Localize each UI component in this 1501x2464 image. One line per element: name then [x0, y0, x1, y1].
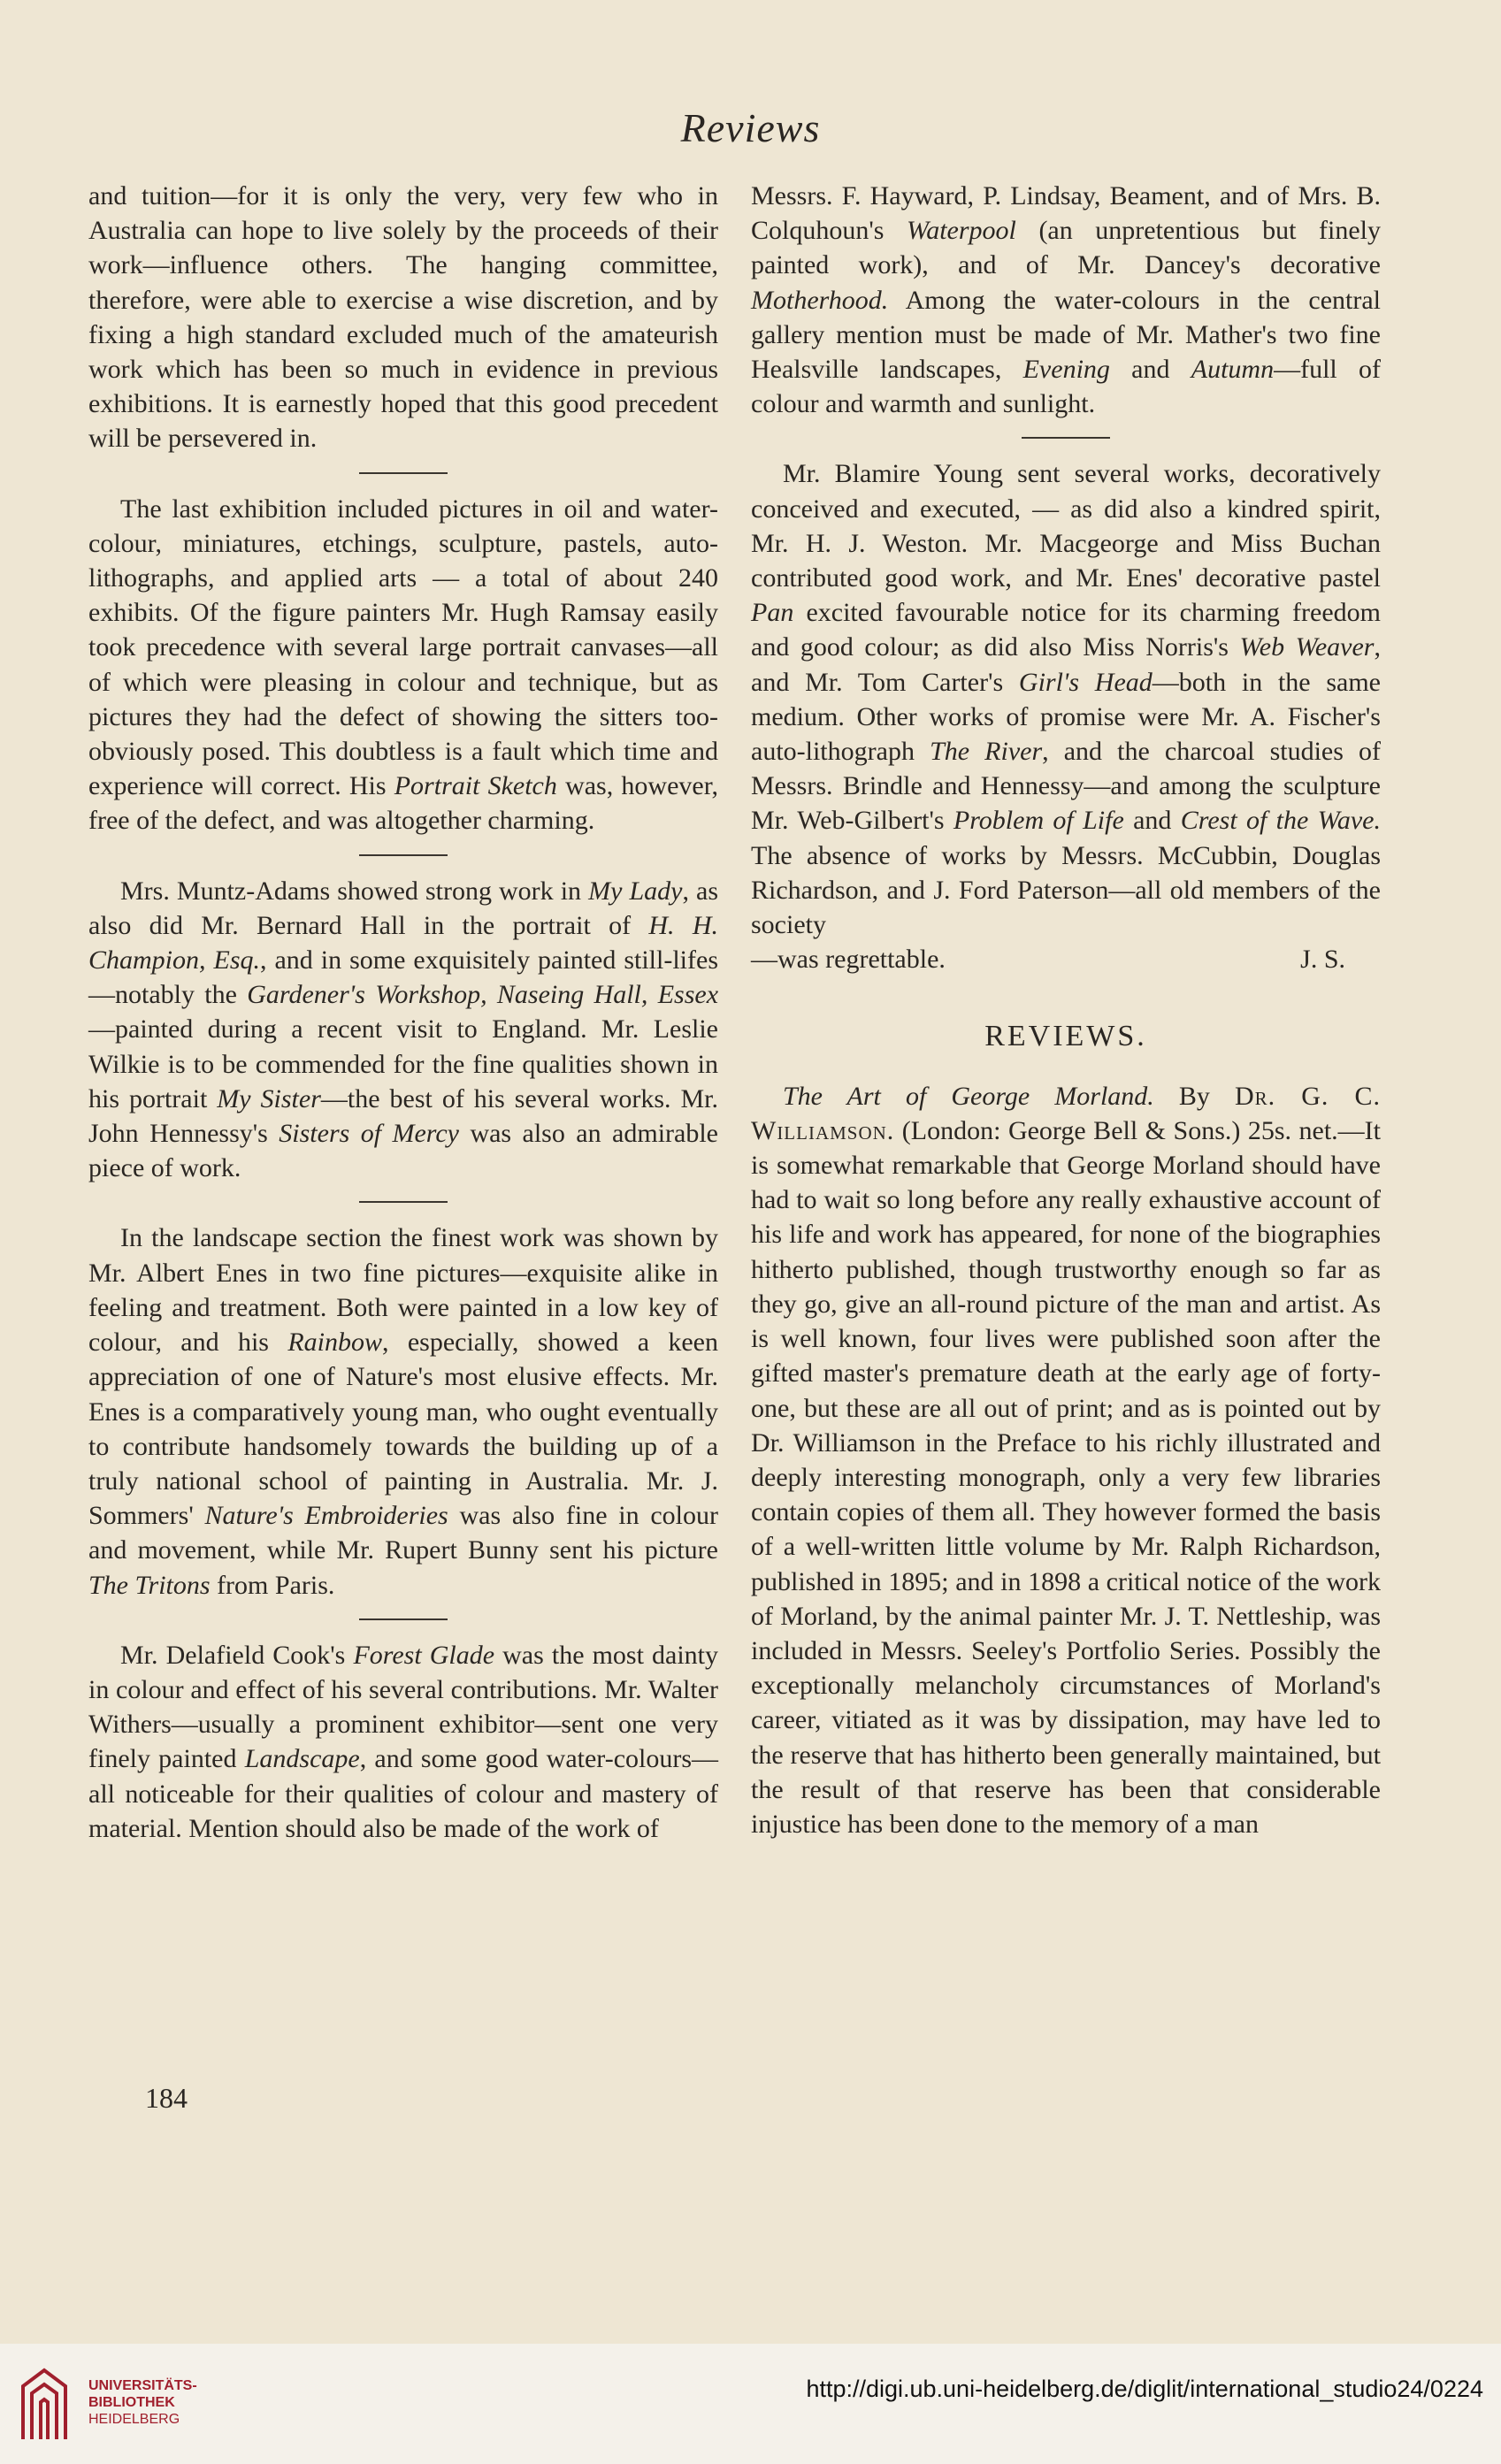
- paragraph: The last exhibition included pictures in oil and water-colour, miniatures, etchings, sculpture, pastels, auto-lithographs, and applied arts — a total of about 240 exhibits. Of the figure painters Mr. Hugh Ramsay easily took precedence with several large portrait canvases—all of which were pleasing in colour and technique, but as pictures they had the defect of showing the sitters too-obviously posed. This doubtless is a fault which time and experience will correct. His Portrait Sketch was, however, free of the defect, and was altogether charming.: [88, 494, 718, 836]
- paragraph: Mr. Delafield Cook's Forest Glade was the most dainty in colour and effect of his several contributions. Mr. Walter Withers—usually a prominent exhibitor—sent one very finely painted Landscape, and some good water-colours—all noticeable for their qualities of colour and mastery of material. Mention should also be made of the work of: [88, 1640, 719, 1843]
- signature-line: [751, 942, 1381, 976]
- paragraph: Mr. Blamire Young sent several works, decoratively conceived and executed, — as did also a kindred spirit, Mr. H. J. Weston. Mr. Macgeorge and Miss Buchan contributed good work, and Mr. Enes' decorative pastel Pan excited favourable notice for its charming freedom and good colour; as did also Miss Norris's Web Weaver, and Mr. Tom Carter's Girl's Head—both in the same medium. Other works of promise were Mr. A. Fischer's auto-lithograph The River, and the charcoal studies of Messrs. Brindle and Hennessy—and among the sculpture Mr. Web-Gilbert's Problem of Life and Crest of the Wave. The absence of works by Messrs. McCubbin, Douglas Richardson, and J. Ford Paterson—all old members of the society: [751, 459, 1382, 940]
- review-paragraph: The Art of George Morland. By Dr. G. C. Williamson. (London: George Bell & Sons.) 25s. net.—It is somewhat remarkable that George Morland should have had to wait so long before any really exhaustive account of his life and work has appeared, for none of the biographies hitherto published, though trustworthy enough so far as they go, give an all-round picture of the man and artist. As is well known, four lives were published soon after the gifted master's premature death at the early age of forty-one, but these are all out of print; and as is pointed out by Dr. Williamson in the Preface to his richly illustrated and deeply interesting monograph, only a very few libraries contain copies of them all. They however formed the basis of a well-written little volume by Mr. Ralph Richardson, published in 1895; and in 1898 a critical notice of the work of Morland, by the animal painter Mr. J. T. Nettleship, was included in Messrs. Seeley's Portfolio Series. Possibly the exceptionally melancholy circumstances of Morland's career, vitiated as it was by dissipation, may have led to the reserve that has hitherto been generally maintained, but the result of that reserve has been that considerable injustice has been done to the memory of a man: [751, 1081, 1381, 1839]
- section-divider: [359, 1201, 448, 1203]
- paragraph: Mrs. Muntz-Adams showed strong work in My Lady, as also did Mr. Bernard Hall in the portrait of H. H. Champion, Esq., and in some exquisitely painted still-lifes—notably the Gardener's Workshop, Naseing Hall, Essex —painted during a recent visit to England. Mr. Leslie Wilkie is to be commended for the fine qualities shown in his portrait My Sister—the best of his several works. Mr. John Hennessy's Sisters of Mercy was also an admirable piece of work.: [88, 876, 719, 1183]
- paragraph: Messrs. F. Hayward, P. Lindsay, Beament, and of Mrs. B. Colquhoun's Waterpool (an unpretentious but finely painted work), and of Mr. Dancey's decorative Motherhood. Among the water-colours in the central gallery mention must be made of Mr. Mather's two fine Healsville landscapes, Evening and Autumn—full of colour and warmth and sunlight.: [751, 181, 1381, 419]
- library-name: UNIVERSITÄTS- BIBLIOTHEK HEIDELBERG: [88, 2378, 197, 2427]
- paragraph: In the landscape section the finest work was shown by Mr. Albert Enes in two fine pictures—exquisite alike in feeling and treatment. Both were painted in a low key of colour, and his Rainbow, especially, showed a keen appreciation of one of Nature's most elusive effects. Mr. Enes is a comparatively young man, who ought eventually to contribute handsomely towards the building up of a truly national school of painting in Australia. Mr. J. Sommers' Nature's Embroideries was also fine in colour and movement, while Mr. Rupert Bunny sent his picture The Tritons from Paris.: [88, 1223, 718, 1600]
- section-divider: [359, 1618, 448, 1620]
- author-signature: J. S.: [1300, 945, 1345, 975]
- section-divider: [1022, 437, 1110, 439]
- page-number: 184: [145, 2082, 188, 2114]
- section-heading: REVIEWS.: [984, 1020, 1147, 1053]
- right-column: [751, 179, 1381, 1841]
- paragraph: and tuition—for it is only the very, very few who in Australia can hope to live solely by the proceeds of their work—influence others. The hanging committee, therefore, were able to exercise a wise discretion, and by fixing a high standard excluded much of the amateurish work which has been so much in evidence in previous exhibitions. It is earnestly hoped that this good precedent will be persevered in.: [88, 181, 718, 454]
- closing-text: —was regrettable.: [751, 945, 946, 975]
- source-url[interactable]: http://digi.ub.uni-heidelberg.de/diglit/international_studio24/0224: [806, 2376, 1483, 2402]
- running-title: Reviews: [680, 105, 821, 150]
- review-title: The Art of George Morland.: [783, 1081, 1154, 1111]
- left-column: [88, 179, 718, 1846]
- section-divider: [359, 854, 448, 856]
- footer-bar: [0, 2344, 1501, 2464]
- library-logo-icon: [18, 2360, 80, 2445]
- section-divider: [359, 472, 448, 474]
- review-author: Dr. G. C. Williamson.: [751, 1081, 1381, 1145]
